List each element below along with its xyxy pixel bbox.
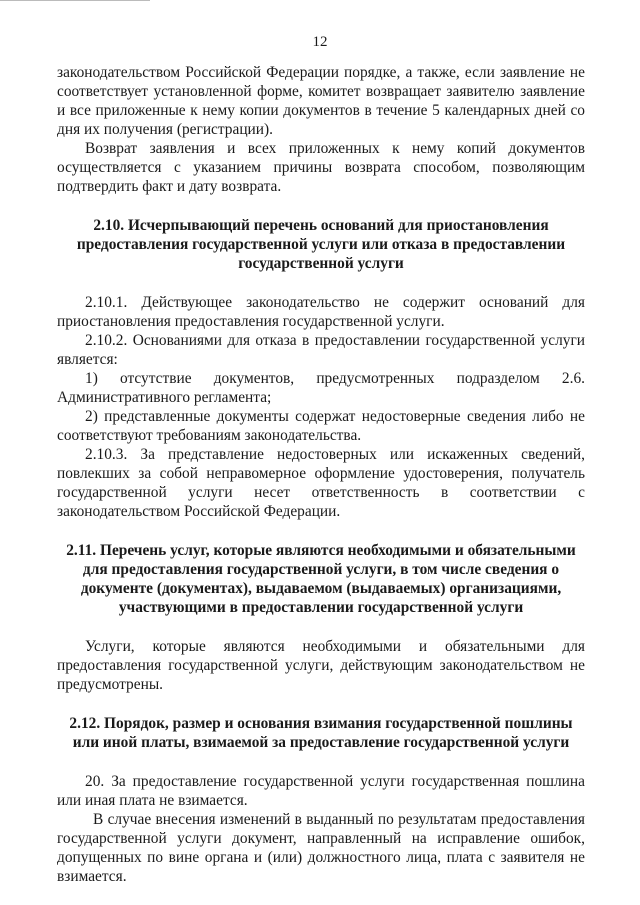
paragraph-2-11: Услуги, которые являются необходимыми и обязательными для предоставления государственной услуги, действующим законодательством не предусмотрены.	[57, 638, 585, 693]
paragraph-return-method: Возврат заявления и всех приложенных к нему копий документов осуществляется с указанием причины возврата способом, позволяющим подтвердить факт и дату возврата.	[57, 140, 585, 195]
list-item-1: 1) отсутствие документов, предусмотренных подразделом 2.6. Административного регламента;	[57, 370, 585, 406]
paragraph-return-conditions: законодательством Российской Федерации порядке, а также, если заявление не соответствует установленной форме, комитет возвращает заявителю заявление и все приложенные к нему копии документов в течение 5 календарных дней со дня их получения (регистрации).	[57, 64, 585, 138]
paragraph-2-10-3: 2.10.3. За представление недостоверных или искаженных сведений, повлекших за собой неправомерное оформление удостоверения, получатель государственной услуги несет ответственность в соответствии с законодательством Российской Федерации.	[57, 446, 585, 520]
paragraph-2-10-1: 2.10.1. Действующее законодательство не содержит оснований для приостановления предоставления государственной услуги.	[57, 294, 585, 330]
paragraph-20: 20. За предоставление государственной услуги государственная пошлина или иная плата не взимается.	[57, 773, 585, 809]
list-item-2: 2) представленные документы содержат недостоверные сведения либо не соответствуют требованиям законодательства.	[57, 408, 585, 444]
page-number: 12	[312, 34, 328, 50]
section-heading-2-10: 2.10. Исчерпывающий перечень оснований для приостановления предоставления государственной услуги или отказа в предоставлении государственной услуги	[76, 217, 566, 272]
paragraph-2-10-2: 2.10.2. Основаниями для отказа в предоставлении государственной услуги является:	[57, 332, 585, 368]
section-heading-2-11: 2.11. Перечень услуг, которые являются необходимыми и обязательными для предоставления государственной услуги, в том числе сведения о документе (документах), выдаваемом (выдаваемых) организациями, участвующими в предоставлении государственной услуги	[66, 542, 576, 616]
paragraph-correction-fee: В случае внесения изменений в выданный по результатам предоставления государственной услуги документ, направленный на исправление ошибок, допущенных по вине органа и (или) должностного лица, плата с заявителя не взимается.	[57, 811, 585, 885]
document-body	[57, 63, 585, 886]
section-heading-2-12: 2.12. Порядок, размер и основания взимания государственной пошлины или иной платы, взимаемой за предоставление государственной услуги	[69, 715, 573, 751]
scan-top-edge-line	[0, 0, 150, 1]
